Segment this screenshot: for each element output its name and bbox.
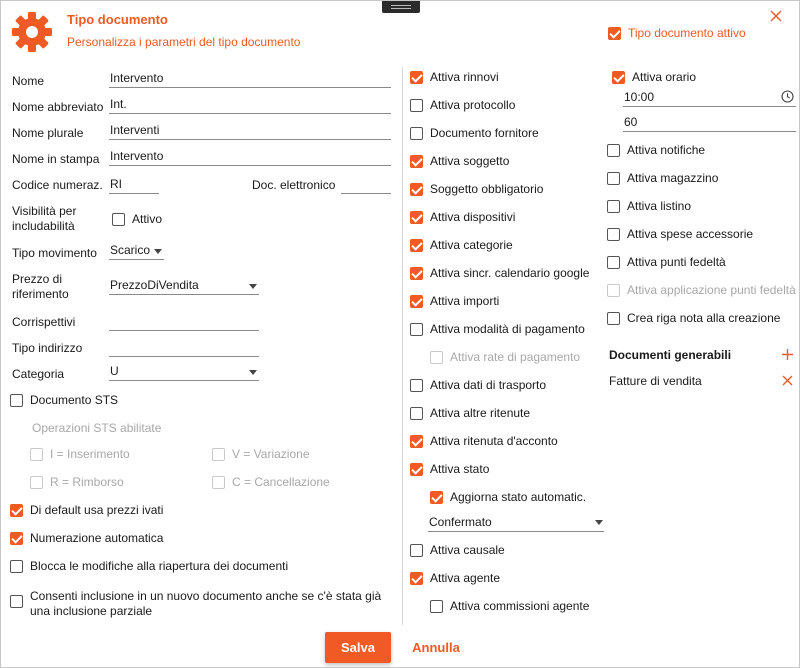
- soggetto-obbl-checkbox[interactable]: [410, 182, 543, 196]
- checkbox-box[interactable]: [608, 27, 621, 40]
- checkbox-label: Soggetto obbligatorio: [430, 182, 544, 196]
- op-variazione-checkbox[interactable]: [212, 447, 310, 461]
- gear-icon: [11, 11, 53, 53]
- chevron-down-icon: [595, 520, 603, 525]
- remove-icon[interactable]: [782, 375, 793, 386]
- dialog-title: Tipo documento: [67, 12, 168, 27]
- numerazione-checkbox[interactable]: [10, 531, 163, 545]
- checkbox-label: Attiva categorie: [430, 238, 513, 252]
- checkbox-box[interactable]: [410, 295, 423, 308]
- checkbox-box[interactable]: [10, 560, 23, 573]
- op-cancellazione-checkbox[interactable]: [212, 475, 330, 489]
- checkbox-box[interactable]: [410, 435, 423, 448]
- checkbox-label: Attiva soggetto: [430, 154, 510, 168]
- categorie-checkbox[interactable]: [410, 238, 513, 252]
- categoria-label: Categoria: [12, 367, 65, 381]
- checkbox-box[interactable]: [212, 448, 225, 461]
- checkbox-label: C = Cancellazione: [232, 475, 330, 489]
- chevron-down-icon: [154, 249, 162, 254]
- trasporto-checkbox[interactable]: [410, 378, 546, 392]
- checkbox-box[interactable]: [410, 323, 423, 336]
- checkbox-box[interactable]: [212, 476, 225, 489]
- checkbox-box[interactable]: [430, 491, 443, 504]
- dispositivi-checkbox[interactable]: [410, 210, 515, 224]
- checkbox-box[interactable]: [10, 595, 23, 608]
- checkbox-box[interactable]: [112, 213, 125, 226]
- categoria-select[interactable]: U: [109, 363, 259, 381]
- nome-abbr-label: Nome abbreviato: [12, 100, 104, 114]
- codice-label: Codice numeraz.: [12, 178, 103, 192]
- checkbox-box[interactable]: [430, 600, 443, 613]
- checkbox-box[interactable]: [30, 448, 43, 461]
- modalita-checkbox[interactable]: [410, 322, 585, 336]
- checkbox-label: Attiva rinnovi: [430, 70, 499, 84]
- clock-icon[interactable]: [781, 90, 794, 103]
- nome-label: Nome: [12, 74, 45, 88]
- checkbox-label: Tipo documento attivo: [628, 26, 746, 40]
- checkbox-label: Attiva commissioni agente: [450, 599, 590, 613]
- checkbox-box[interactable]: [410, 71, 423, 84]
- checkbox-box[interactable]: [607, 312, 620, 325]
- checkbox-box[interactable]: [410, 572, 423, 585]
- importi-checkbox[interactable]: [410, 294, 499, 308]
- checkbox-label: Attiva sincr. calendario google: [430, 266, 590, 280]
- nome-abbr-input[interactable]: Int.: [109, 96, 391, 114]
- punti-checkbox[interactable]: [607, 255, 726, 269]
- checkbox-box[interactable]: [410, 127, 423, 140]
- corrispettivi-input[interactable]: [109, 313, 259, 331]
- tipo-movimento-label: Tipo movimento: [12, 246, 97, 260]
- checkbox-label: Attiva dispositivi: [430, 210, 516, 224]
- listino-checkbox[interactable]: [607, 199, 691, 213]
- checkbox-label: Aggiorna stato automatic.: [450, 490, 587, 504]
- rinnovi-checkbox[interactable]: [410, 70, 499, 84]
- causale-checkbox[interactable]: [410, 543, 505, 557]
- prezzi-ivati-checkbox[interactable]: [10, 503, 163, 517]
- checkbox-box[interactable]: [410, 463, 423, 476]
- magazzino-checkbox[interactable]: [607, 171, 718, 185]
- cancel-button[interactable]: Annulla: [412, 640, 460, 655]
- checkbox-label: Attiva magazzino: [627, 171, 719, 185]
- checkbox-label: Attiva stato: [430, 462, 490, 476]
- checkbox-label: Attiva orario: [632, 70, 697, 84]
- checkbox-label: Crea riga nota alla creazione: [627, 311, 781, 325]
- checkbox-box[interactable]: [410, 544, 423, 557]
- checkbox-box[interactable]: [607, 200, 620, 213]
- checkbox-label: Attiva listino: [627, 199, 692, 213]
- ritenuta-acconto-checkbox[interactable]: [410, 434, 558, 448]
- checkbox-box[interactable]: [410, 407, 423, 420]
- checkbox-label: Documento fornitore: [430, 126, 539, 140]
- checkbox-box[interactable]: [612, 71, 625, 84]
- durata-input[interactable]: 60: [623, 114, 796, 132]
- commissioni-checkbox[interactable]: [430, 599, 589, 613]
- checkbox-label: Attiva importi: [430, 294, 500, 308]
- checkbox-label: Attiva punti fedeltà: [627, 255, 726, 269]
- checkbox-box[interactable]: [30, 476, 43, 489]
- checkbox-box[interactable]: [410, 155, 423, 168]
- checkbox-box[interactable]: [410, 183, 423, 196]
- protocollo-checkbox[interactable]: [410, 98, 515, 112]
- op-rimborso-checkbox[interactable]: [30, 475, 124, 489]
- checkbox-box[interactable]: [10, 504, 23, 517]
- checkbox-label: Attiva altre ritenute: [430, 406, 531, 420]
- consenti-label: Consenti inclusione in un nuovo documento anche se c'è stata già una inclusione parziale: [30, 589, 382, 618]
- tipo-movimento-select[interactable]: Scarico: [109, 242, 164, 260]
- attivo-checkbox[interactable]: [112, 212, 162, 226]
- checkbox-label: Attivo: [132, 212, 163, 226]
- checkbox-label: I = Inserimento: [50, 447, 130, 461]
- stato-select[interactable]: Confermato: [428, 514, 604, 532]
- checkbox-box[interactable]: [607, 256, 620, 269]
- close-icon[interactable]: [769, 9, 783, 23]
- tipo-indirizzo-input[interactable]: [109, 339, 259, 357]
- chevron-down-icon: [249, 370, 257, 375]
- blocca-checkbox[interactable]: [10, 559, 288, 573]
- checkbox-box[interactable]: [10, 532, 23, 545]
- orario-checkbox[interactable]: [612, 70, 696, 84]
- aggiorna-stato-checkbox[interactable]: [430, 490, 586, 504]
- checkbox-box[interactable]: [410, 379, 423, 392]
- checkbox-box[interactable]: [410, 239, 423, 252]
- doc-elettronico-input[interactable]: [341, 176, 391, 194]
- nome-plurale-input[interactable]: Interventi: [109, 122, 391, 140]
- spese-checkbox[interactable]: [607, 227, 753, 241]
- corrispettivi-label: Corrispettivi: [12, 315, 76, 329]
- orario-input[interactable]: 10:00: [623, 89, 796, 107]
- documento-sts-checkbox[interactable]: [10, 393, 118, 407]
- rate-checkbox[interactable]: [430, 350, 580, 364]
- checkbox-label: Attiva causale: [430, 543, 505, 557]
- checkbox-label: Attiva protocollo: [430, 98, 516, 112]
- nome-input[interactable]: Intervento: [109, 70, 391, 88]
- nome-stampa-input[interactable]: Intervento: [109, 148, 391, 166]
- checkbox-label: R = Rimborso: [50, 475, 124, 489]
- agente-checkbox[interactable]: [410, 571, 500, 585]
- tipo-indirizzo-label: Tipo indirizzo: [12, 341, 83, 355]
- active-type-checkbox[interactable]: [608, 26, 746, 40]
- checkbox-label: Documento STS: [30, 393, 119, 407]
- checkbox-label: V = Variazione: [232, 447, 310, 461]
- checkbox-box[interactable]: [410, 99, 423, 112]
- soggetto-checkbox[interactable]: [410, 154, 509, 168]
- save-button[interactable]: Salva: [325, 632, 391, 663]
- riga-nota-checkbox[interactable]: [607, 311, 780, 325]
- fornitore-checkbox[interactable]: [410, 126, 539, 140]
- drag-handle[interactable]: [382, 1, 420, 13]
- nome-stampa-label: Nome in stampa: [12, 152, 100, 166]
- nome-plurale-label: Nome plurale: [12, 126, 84, 140]
- checkbox-label: Attiva notifiche: [627, 143, 706, 157]
- checkbox-label: Attiva dati di trasporto: [430, 378, 547, 392]
- codice-input[interactable]: RI: [109, 176, 159, 194]
- checkbox-box[interactable]: [10, 394, 23, 407]
- checkbox-label: Attiva agente: [430, 571, 501, 585]
- app-punti-checkbox[interactable]: [607, 283, 796, 297]
- checkbox-label: Blocca le modifiche alla riapertura dei documenti: [30, 559, 289, 573]
- checkbox-box[interactable]: [410, 211, 423, 224]
- doc-generabili-title: Documenti generabili: [609, 348, 732, 362]
- calendario-checkbox[interactable]: [410, 266, 589, 280]
- doc-elettronico-label: Doc. elettronico: [252, 178, 336, 192]
- operazioni-sts-label: Operazioni STS abilitate: [32, 421, 162, 435]
- op-inserimento-checkbox[interactable]: [30, 447, 130, 461]
- checkbox-box[interactable]: [607, 228, 620, 241]
- checkbox-box[interactable]: [430, 351, 443, 364]
- checkbox-label: Attiva spese accessorie: [627, 227, 754, 241]
- doc-generabile-item: Fatture di vendita: [609, 374, 702, 388]
- column-divider: [402, 67, 403, 625]
- checkbox-label: Attiva ritenuta d'acconto: [430, 434, 558, 448]
- checkbox-box[interactable]: [607, 144, 620, 157]
- checkbox-box[interactable]: [607, 172, 620, 185]
- checkbox-label: Attiva applicazione punti fedeltà: [627, 283, 796, 297]
- add-icon[interactable]: [781, 348, 794, 361]
- notifiche-checkbox[interactable]: [607, 143, 705, 157]
- stato-checkbox[interactable]: [410, 462, 489, 476]
- chevron-down-icon: [249, 284, 257, 289]
- prezzo-label: Prezzo di riferimento: [12, 272, 69, 301]
- dialog-subtitle: Personalizza i parametri del tipo documento: [67, 35, 301, 49]
- prezzo-select[interactable]: PrezzoDiVendita: [109, 277, 259, 295]
- checkbox-label: Attiva rate di pagamento: [450, 350, 581, 364]
- checkbox-box[interactable]: [410, 267, 423, 280]
- altre-ritenute-checkbox[interactable]: [410, 406, 530, 420]
- checkbox-label: Di default usa prezzi ivati: [30, 503, 164, 517]
- consenti-checkbox[interactable]: [10, 595, 30, 608]
- checkbox-box[interactable]: [607, 284, 620, 297]
- visibilita-label: Visibilità per includabilità: [12, 204, 77, 233]
- checkbox-label: Attiva modalità di pagamento: [430, 322, 585, 336]
- checkbox-label: Numerazione automatica: [30, 531, 164, 545]
